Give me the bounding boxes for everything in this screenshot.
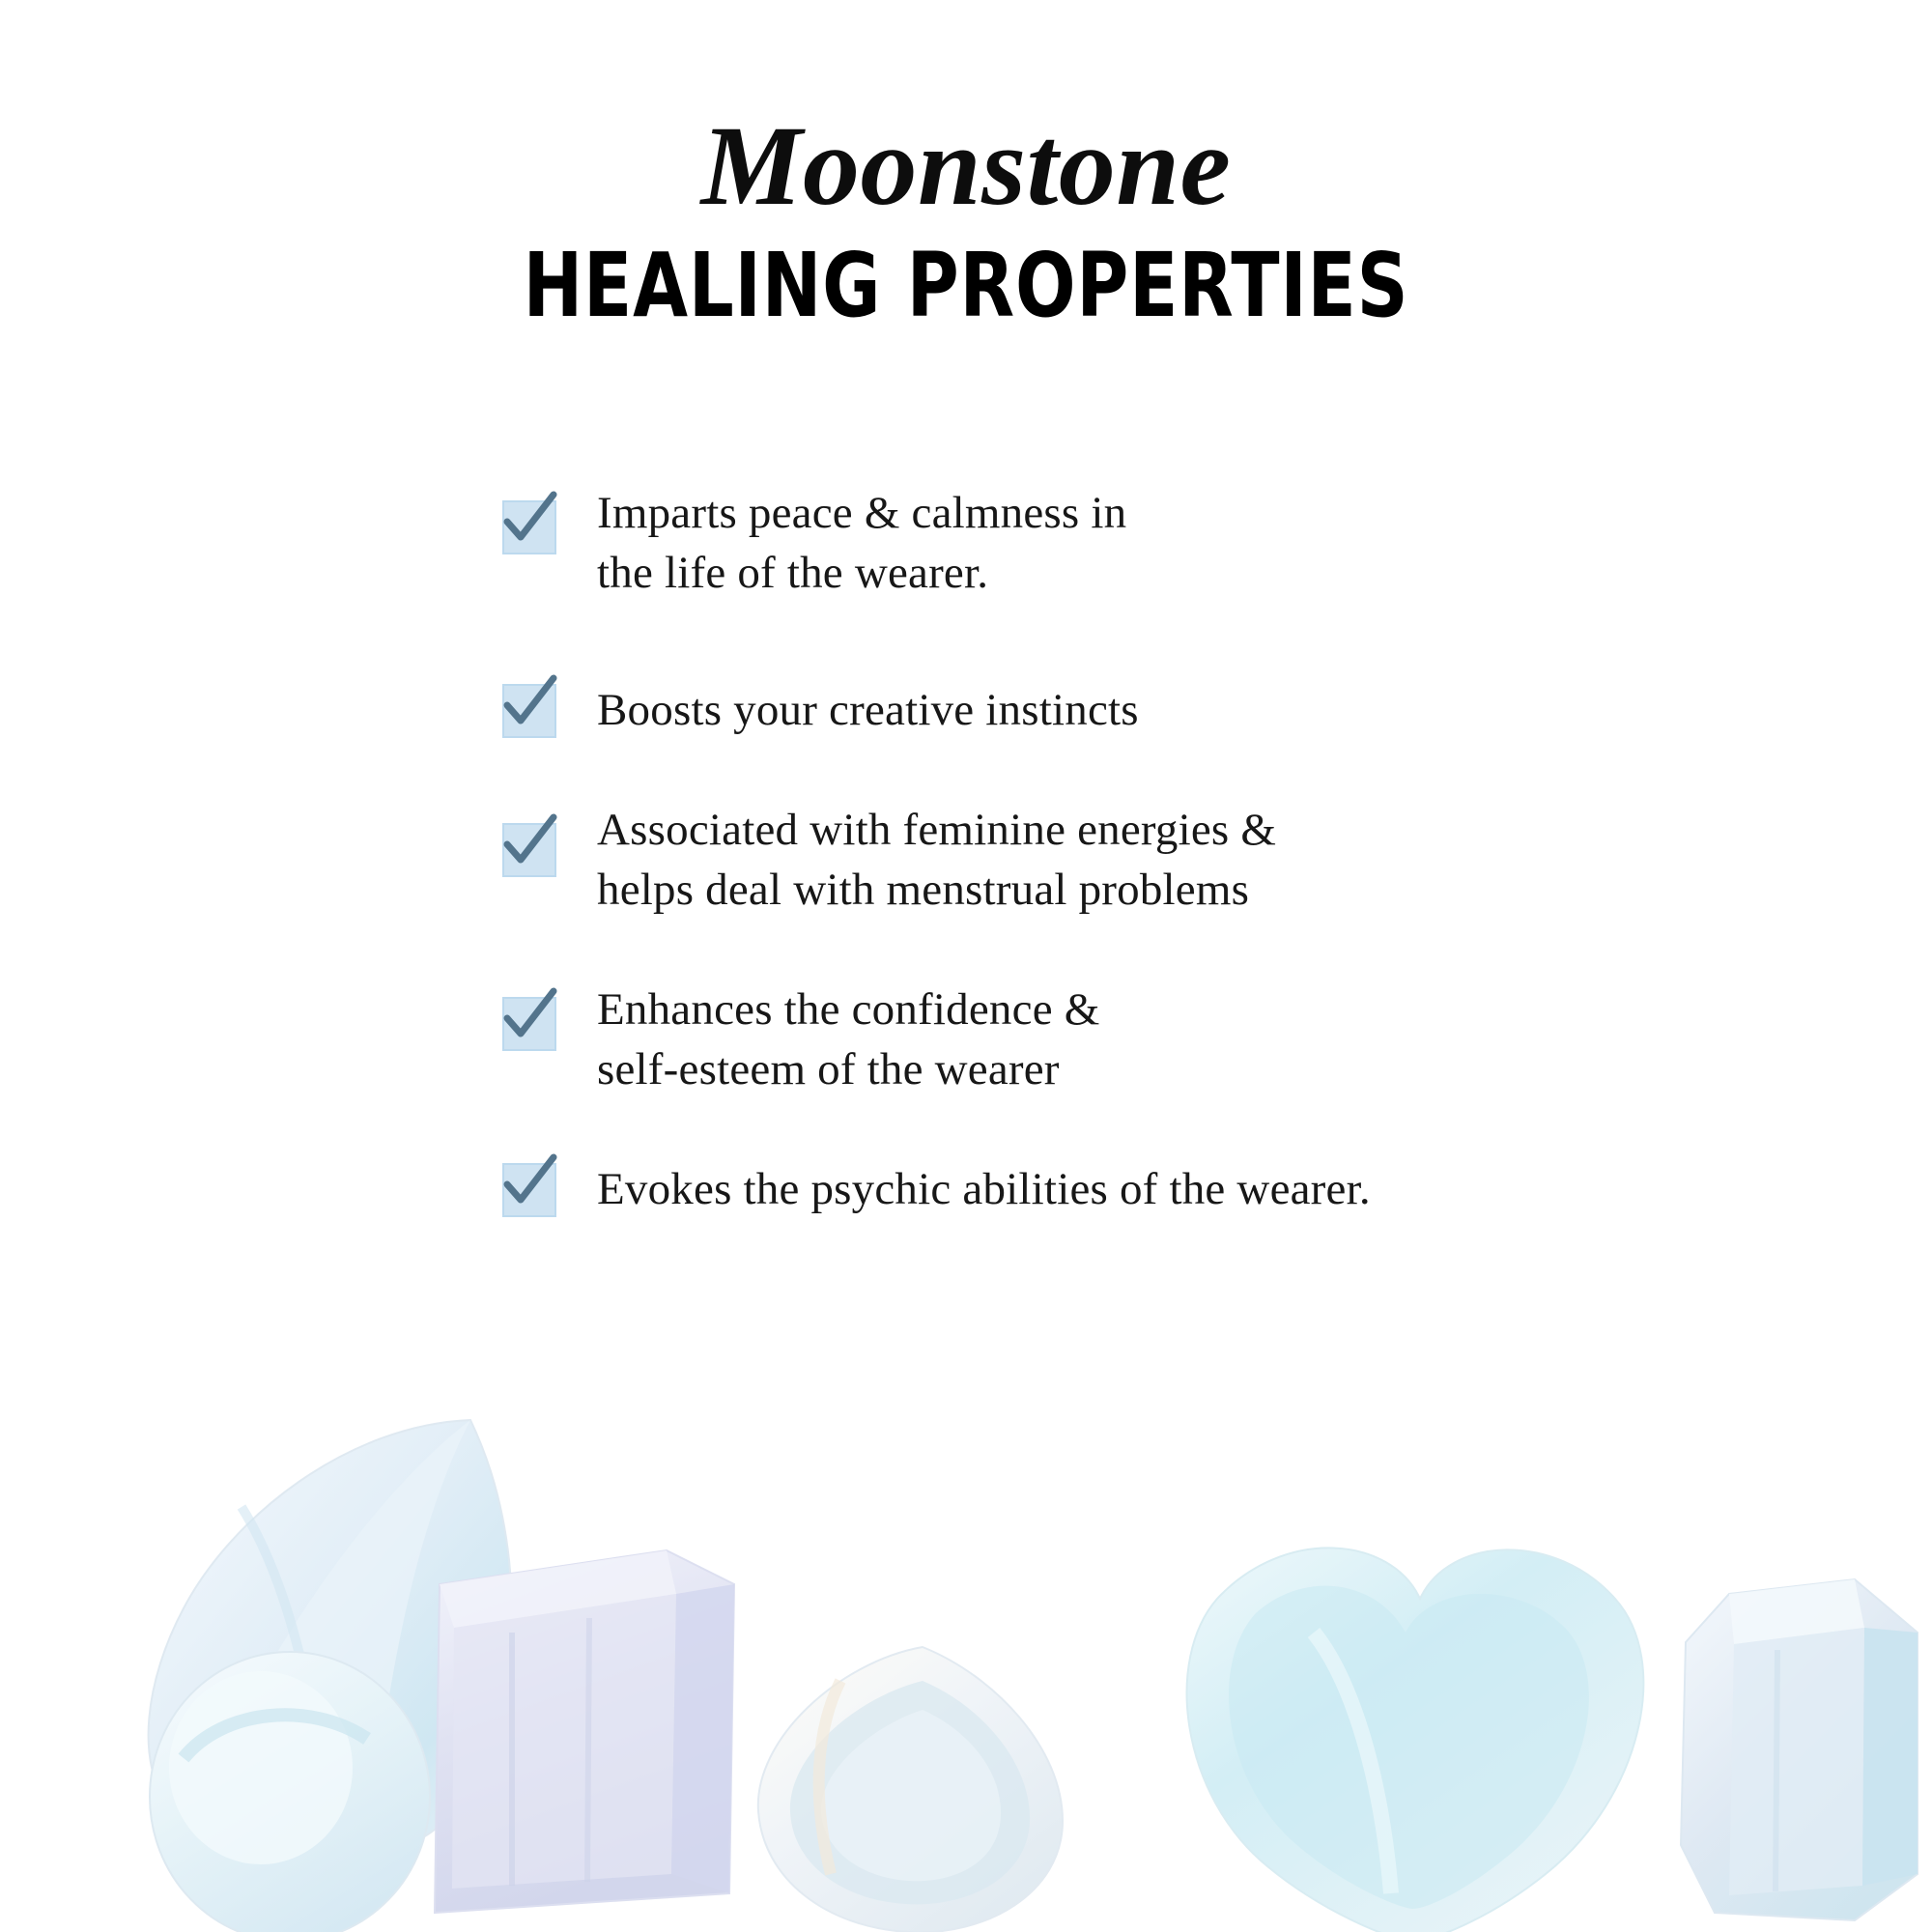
list-item xyxy=(502,1159,1642,1219)
heart-cut-stone xyxy=(1187,1548,1644,1932)
list-item xyxy=(502,800,1642,920)
list-item-line: helps deal with menstrual problems xyxy=(597,865,1250,916)
oval-cabochon-stone xyxy=(150,1652,430,1932)
list-item-line: Associated with feminine energies & xyxy=(597,805,1277,856)
healing-properties-list xyxy=(502,483,1642,1219)
checkbox-checked-icon xyxy=(502,997,556,1051)
list-item-line: Boosts your creative instincts xyxy=(597,685,1139,736)
checkbox-checked-icon xyxy=(502,684,556,738)
list-item-text xyxy=(597,483,1126,603)
list-item-line: Enhances the confidence & xyxy=(597,984,1100,1036)
checkbox-checked-icon xyxy=(502,1163,556,1217)
checkbox-checked-icon xyxy=(502,500,556,554)
square-cut-stone xyxy=(1681,1579,1918,1920)
list-item xyxy=(502,680,1642,740)
list-item-line: Imparts peace & calmness in xyxy=(597,488,1127,538)
list-item-line: Evokes the psychic abilities of the wearer. xyxy=(597,1164,1371,1215)
list-item-line: the life of the wearer. xyxy=(597,548,989,599)
list-item-line: self-esteem of the wearer xyxy=(597,1044,1060,1095)
checkbox-checked-icon xyxy=(502,823,556,877)
title-block xyxy=(0,102,1932,337)
page-title-main: HEALING PROPERTIES xyxy=(523,233,1409,337)
list-item-text xyxy=(597,1159,1371,1219)
page-title-script: Moonstone xyxy=(700,102,1232,229)
list-item-text xyxy=(597,980,1099,1099)
moonstone-gemstones-illustration xyxy=(0,1391,1932,1932)
list-item xyxy=(502,483,1642,603)
list-item xyxy=(502,980,1642,1099)
pear-faceted-stone xyxy=(758,1647,1063,1932)
list-item-text xyxy=(597,680,1139,740)
list-item-text xyxy=(597,800,1276,920)
emerald-cut-stone xyxy=(435,1550,734,1913)
